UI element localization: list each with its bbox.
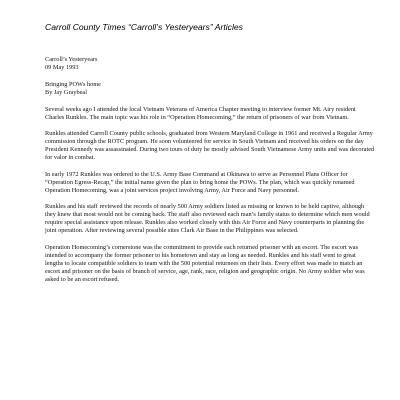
paragraph-3: In early 1972 Runkles was ordered to the U.S. Army Base Command at Okinawa to serve as Personnel Plans Officer for “Operation Egress-Recap,” the initial name given the plan to bring home the POWs. The plan, which was quickly renamed Operation Homecoming, was a joint services project involving Army, Air Force and Navy personnel.: [45, 170, 355, 194]
paragraph-1: Several weeks ago I attended the local Vietnam Veterans of America Chapter meeting to interview former Mt. Airy resident Charles Runkles. The main topic was his role in “Operation Homecoming,” the return of prisoners of war from Vietnam.: [45, 105, 356, 121]
column-name: Carroll’s Yesteryears: [45, 56, 98, 63]
paragraph-4: Runkles and his staff reviewed the records of nearly 500 Army soldiers listed as missing or known to be held captive, although they knew that most would not be coming back. The staff also reviewed each man’s family status to determine which men would require special assistance upon release. Runkles also worked closely with this Air Force and Navy counterparts in planning the joint operation. After reviewing several possible sites Clark Air Base in the Philippines was selected.: [45, 203, 370, 234]
paragraph-5: Operation Homecoming’s cornerstone was the commitment to provide each returned prisoner with an escort. The escort was intended to accompany the former prisoner to his hometown and stay as long as needed. Runkles and his staff went to great lengths to locate compatible soldiers to team with the 500 potential returnees on their lists. Every effort was made to match an escort and prisoner on the basis of branch of service, age, rank, race, religion and geographic origin. No Army soldier who was asked to be an escort refused.: [45, 243, 365, 283]
document-header: Carroll County Times “Carroll’s Yesteryears” Articles: [45, 22, 243, 32]
paragraph-2: Runkles attended Carroll County public schools, graduated from Western Maryland College in 1961 and received a Regular Army commission through the ROTC program. He soon volunteered for service in South Vietnam and received his orders on the day President Kennedy was assassinated. During two tours of duty he mostly advised South Vietnamese Army units and was decorated for valor in combat.: [45, 130, 375, 161]
publication-date: 09 May 1993: [45, 64, 79, 71]
article-meta: [45, 56, 375, 72]
article-title: Bringing POWs home: [45, 81, 101, 88]
article-byline: By Jay Graybeal: [45, 89, 87, 96]
article-body: [45, 56, 375, 284]
